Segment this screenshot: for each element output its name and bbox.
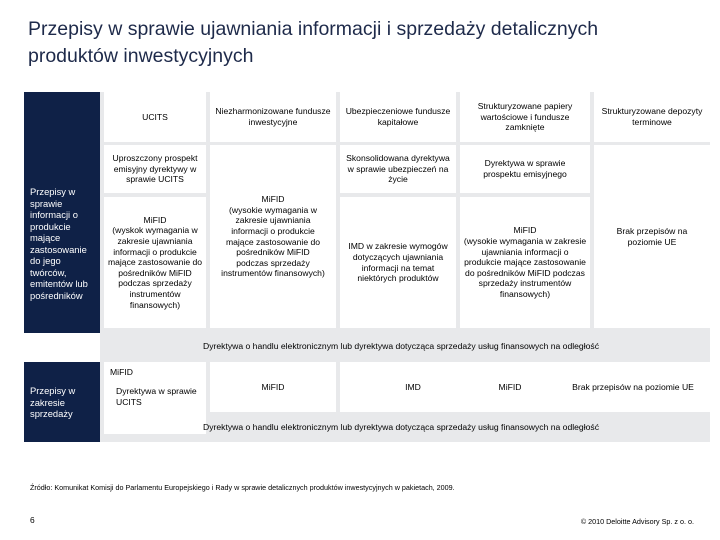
sales-deposits-no-eu-rules: Brak przepisów na poziomie UE [556, 362, 710, 412]
sales-ucits-directive: Dyrektywa w sprawie UCITS [116, 386, 197, 407]
sales-mifid-banner: MiFID [110, 367, 133, 377]
copyright: © 2010 Deloitte Advisory Sp. z o. o. [580, 517, 694, 526]
source-note: Źródło: Komunikat Komisji do Parlamentu Europejskiego i Rady w sprawie detalicznych produktów inwestycyjnych w pakietach, 2009. [30, 483, 455, 492]
nonharmonised-mifid-disclosure: MiFID (wysokie wymagania w zakresie ujawniania informacji o produkcie mające zastosowanie do pośredników MiFID podczas sprzedaży instrumentów finansowych) [210, 145, 336, 328]
structured-mifid-disclosure: MiFID (wysokie wymagania w zakresie ujawniania informacji o produkcie mające zastosowanie do pośredników MiFID podczas sprzedaży instrumentów finansowych) [460, 197, 590, 328]
column-header-structured-securities: Strukturyzowane papiery wartościowe i fundusze zamknięte [460, 92, 590, 142]
insurance-imd-disclosure: IMD w zakresie wymogów dotyczących ujawniania informacji na temat niektórych produktów [340, 197, 456, 328]
sales-row-label: Przepisy w zakresie sprzedaży [30, 385, 76, 419]
column-header-insurance-funds: Ubezpieczeniowe fundusze kapitałowe [340, 92, 456, 142]
deposits-no-eu-rules: Brak przepisów na poziomie UE [594, 145, 710, 328]
column-header-ucits: UCITS [104, 92, 206, 142]
ucits-simplified-prospectus: Uproszczony prospekt emisyjny dyrektywy w sprawie UCITS [104, 145, 206, 193]
sales-distance-directive: Dyrektywa o handlu elektronicznym lub dyrektywa dotycząca sprzedaży usług finansowych na odległość [203, 421, 599, 432]
disclosure-distance-directive: Dyrektywa o handlu elektronicznym lub dyrektywa dotycząca sprzedaży usług finansowych na odległość [203, 340, 599, 351]
sales-nonharmonised-mifid: MiFID [210, 362, 336, 412]
insurance-consolidated-directive: Skonsolidowana dyrektywa w sprawie ubezpieczeń na życie [340, 145, 456, 193]
ucits-mifid-disclosure: MiFID (wyskok wymagania w zakresie ujawniania informacji o produkcie mające zastosowanie do pośredników MiFID podczas sprzedaży instrumentów finansowych) [104, 197, 206, 328]
column-header-nonharmonised-funds: Niezharmonizowane fundusze inwestycyjne [210, 92, 336, 142]
sales-insurance-imd: IMD [340, 362, 486, 412]
structured-prospectus-directive: Dyrektywa w sprawie prospektu emisyjnego [460, 145, 590, 193]
disclosure-row-label: Przepisy w sprawie informacji o produkcie mające zastosowanie do jego twórców, emitentów lub pośredników [30, 186, 88, 301]
column-header-structured-deposits: Strukturyzowane depozyty terminowe [594, 92, 710, 142]
page-title: Przepisy w sprawie ujawniania informacji i sprzedaży detalicznych produktów inwestycyjnych [28, 18, 599, 67]
page-number: 6 [30, 515, 35, 525]
sales-structured-mifid: MiFID [460, 362, 560, 412]
